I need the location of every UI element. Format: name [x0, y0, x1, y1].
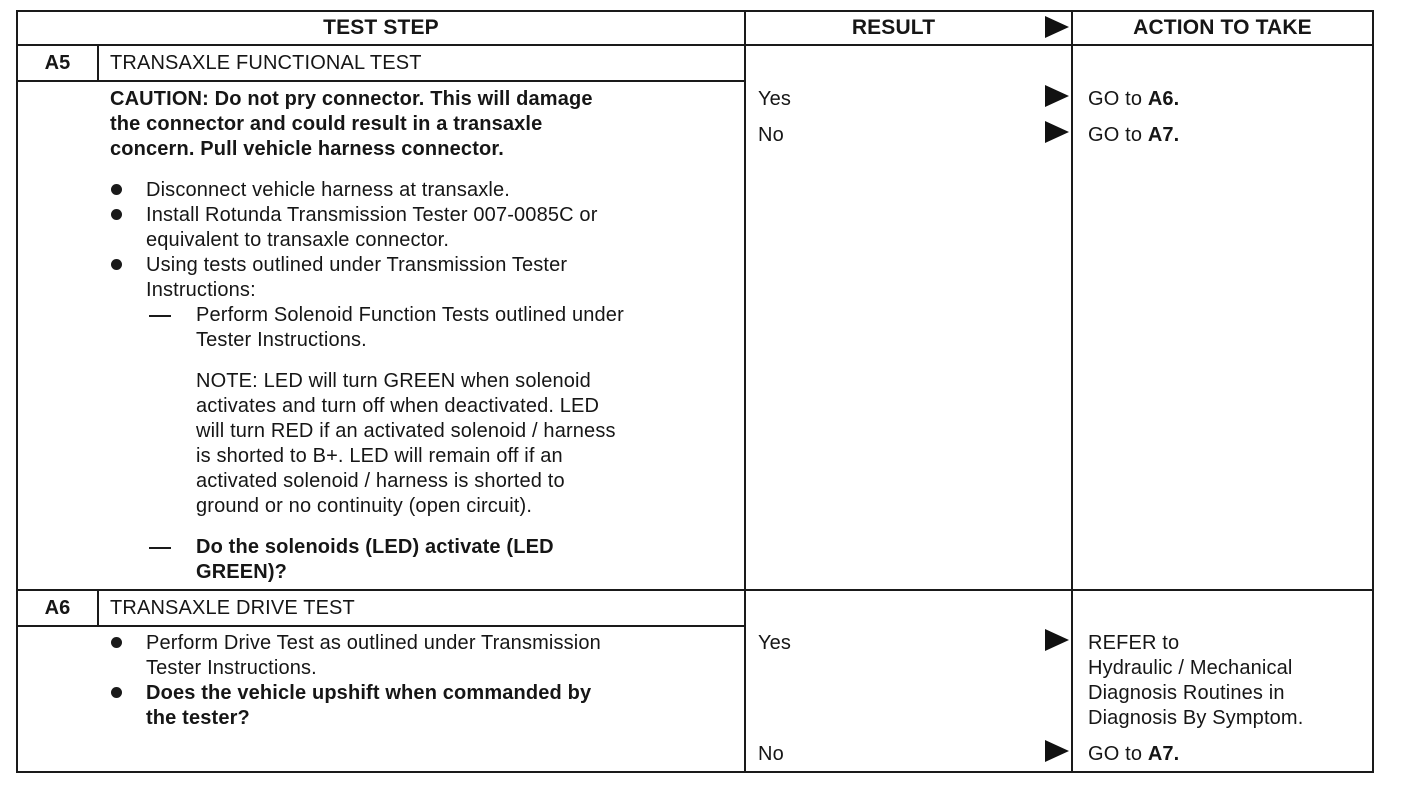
action-target-a6: A6. — [1147, 88, 1180, 110]
a5-question-line-1: Do the solenoids (LED) activate (LED — [196, 536, 554, 558]
a5-title-bottom-border — [16, 80, 746, 82]
a5-result-no: No — [758, 124, 784, 146]
table-right-border — [1372, 10, 1374, 773]
result-arrow-icon — [1045, 629, 1069, 651]
a6-id-divider — [97, 589, 99, 627]
action-prefix: GO to — [1088, 743, 1148, 765]
bullet-icon — [111, 637, 122, 648]
result-arrow-icon — [1045, 85, 1069, 107]
bullet-icon — [111, 184, 122, 195]
a5-bullet-2-line-2: equivalent to transaxle connector. — [146, 229, 450, 251]
dash-icon — [149, 547, 171, 549]
a5-a6-row-divider — [16, 589, 1374, 591]
a5-action-no — [1088, 123, 1179, 148]
a5-note-line-4: is shorted to B+. LED will remain off if an — [196, 445, 563, 467]
a5-action-yes — [1088, 87, 1179, 112]
a5-bullet-1-line-1: Disconnect vehicle harness at transaxle. — [146, 179, 510, 201]
column-divider-result — [744, 10, 746, 773]
a6-result-no: No — [758, 743, 784, 765]
a5-note-line-3: will turn RED if an activated solenoid / harness — [196, 420, 616, 442]
a6-action-yes-line-2: Hydraulic / Mechanical — [1088, 657, 1293, 679]
a5-caution-line-2: the connector and could result in a transaxle — [110, 113, 543, 135]
action-target-a7: A7. — [1147, 743, 1180, 765]
a6-bullet-2-line-1: Does the vehicle upshift when commanded by — [146, 682, 592, 704]
a6-bullet-1-line-1: Perform Drive Test as outlined under Transmission — [146, 632, 601, 654]
a6-result-yes: Yes — [758, 632, 792, 654]
action-prefix: GO to — [1088, 124, 1148, 146]
action-target-a7: A7. — [1147, 124, 1180, 146]
column-divider-action — [1071, 10, 1073, 773]
dash-icon — [149, 315, 171, 317]
a5-question-line-2: GREEN)? — [196, 561, 288, 583]
a5-bullet-3-line-2: Instructions: — [146, 279, 256, 301]
a5-step-title: TRANSAXLE FUNCTIONAL TEST — [110, 52, 422, 74]
table-left-border — [16, 10, 18, 773]
a6-bullet-1-line-2: Tester Instructions. — [146, 657, 317, 679]
a6-title-bottom-border — [16, 625, 746, 627]
header-bottom-border — [16, 44, 1374, 46]
a5-note-line-2: activates and turn off when deactivated. LED — [196, 395, 600, 417]
a6-action-yes-line-3: Diagnosis Routines in — [1088, 682, 1285, 704]
a5-note-line-6: ground or no continuity (open circuit). — [196, 495, 533, 517]
a6-action-yes-line-4: Diagnosis By Symptom. — [1088, 707, 1304, 729]
bullet-icon — [111, 687, 122, 698]
a6-action-yes-line-1: REFER to — [1088, 632, 1180, 654]
result-arrow-icon — [1045, 16, 1069, 38]
a5-caution-line-3: concern. Pull vehicle harness connector. — [110, 138, 504, 160]
result-arrow-icon — [1045, 121, 1069, 143]
a5-bullet-2-line-1: Install Rotunda Transmission Tester 007-0085C or — [146, 204, 598, 226]
a6-step-title: TRANSAXLE DRIVE TEST — [110, 597, 355, 619]
a5-bullet-3-line-1: Using tests outlined under Transmission Tester — [146, 254, 568, 276]
table-top-border — [16, 10, 1374, 12]
a6-action-no — [1088, 742, 1179, 767]
action-prefix: GO to — [1088, 88, 1148, 110]
bullet-icon — [111, 209, 122, 220]
header-result: RESULT — [851, 16, 936, 39]
a5-caution-line-1: CAUTION: Do not pry connector. This will damage — [110, 88, 593, 110]
a6-bullet-2-line-2: the tester? — [146, 707, 250, 729]
a5-subitem-line-2: Tester Instructions. — [196, 329, 367, 351]
a5-subitem-line-1: Perform Solenoid Function Tests outlined under — [196, 304, 624, 326]
a5-result-yes: Yes — [758, 88, 792, 110]
a5-note-line-5: activated solenoid / harness is shorted to — [196, 470, 565, 492]
result-arrow-icon — [1045, 740, 1069, 762]
header-test-step: TEST STEP — [323, 16, 439, 39]
a5-id-divider — [97, 44, 99, 82]
a5-step-id: A5 — [44, 52, 71, 74]
a6-step-id: A6 — [44, 597, 71, 619]
header-action-to-take: ACTION TO TAKE — [1133, 16, 1312, 39]
bullet-icon — [111, 259, 122, 270]
table-bottom-border — [16, 771, 1374, 773]
a5-note-line-1: NOTE: LED will turn GREEN when solenoid — [196, 370, 591, 392]
